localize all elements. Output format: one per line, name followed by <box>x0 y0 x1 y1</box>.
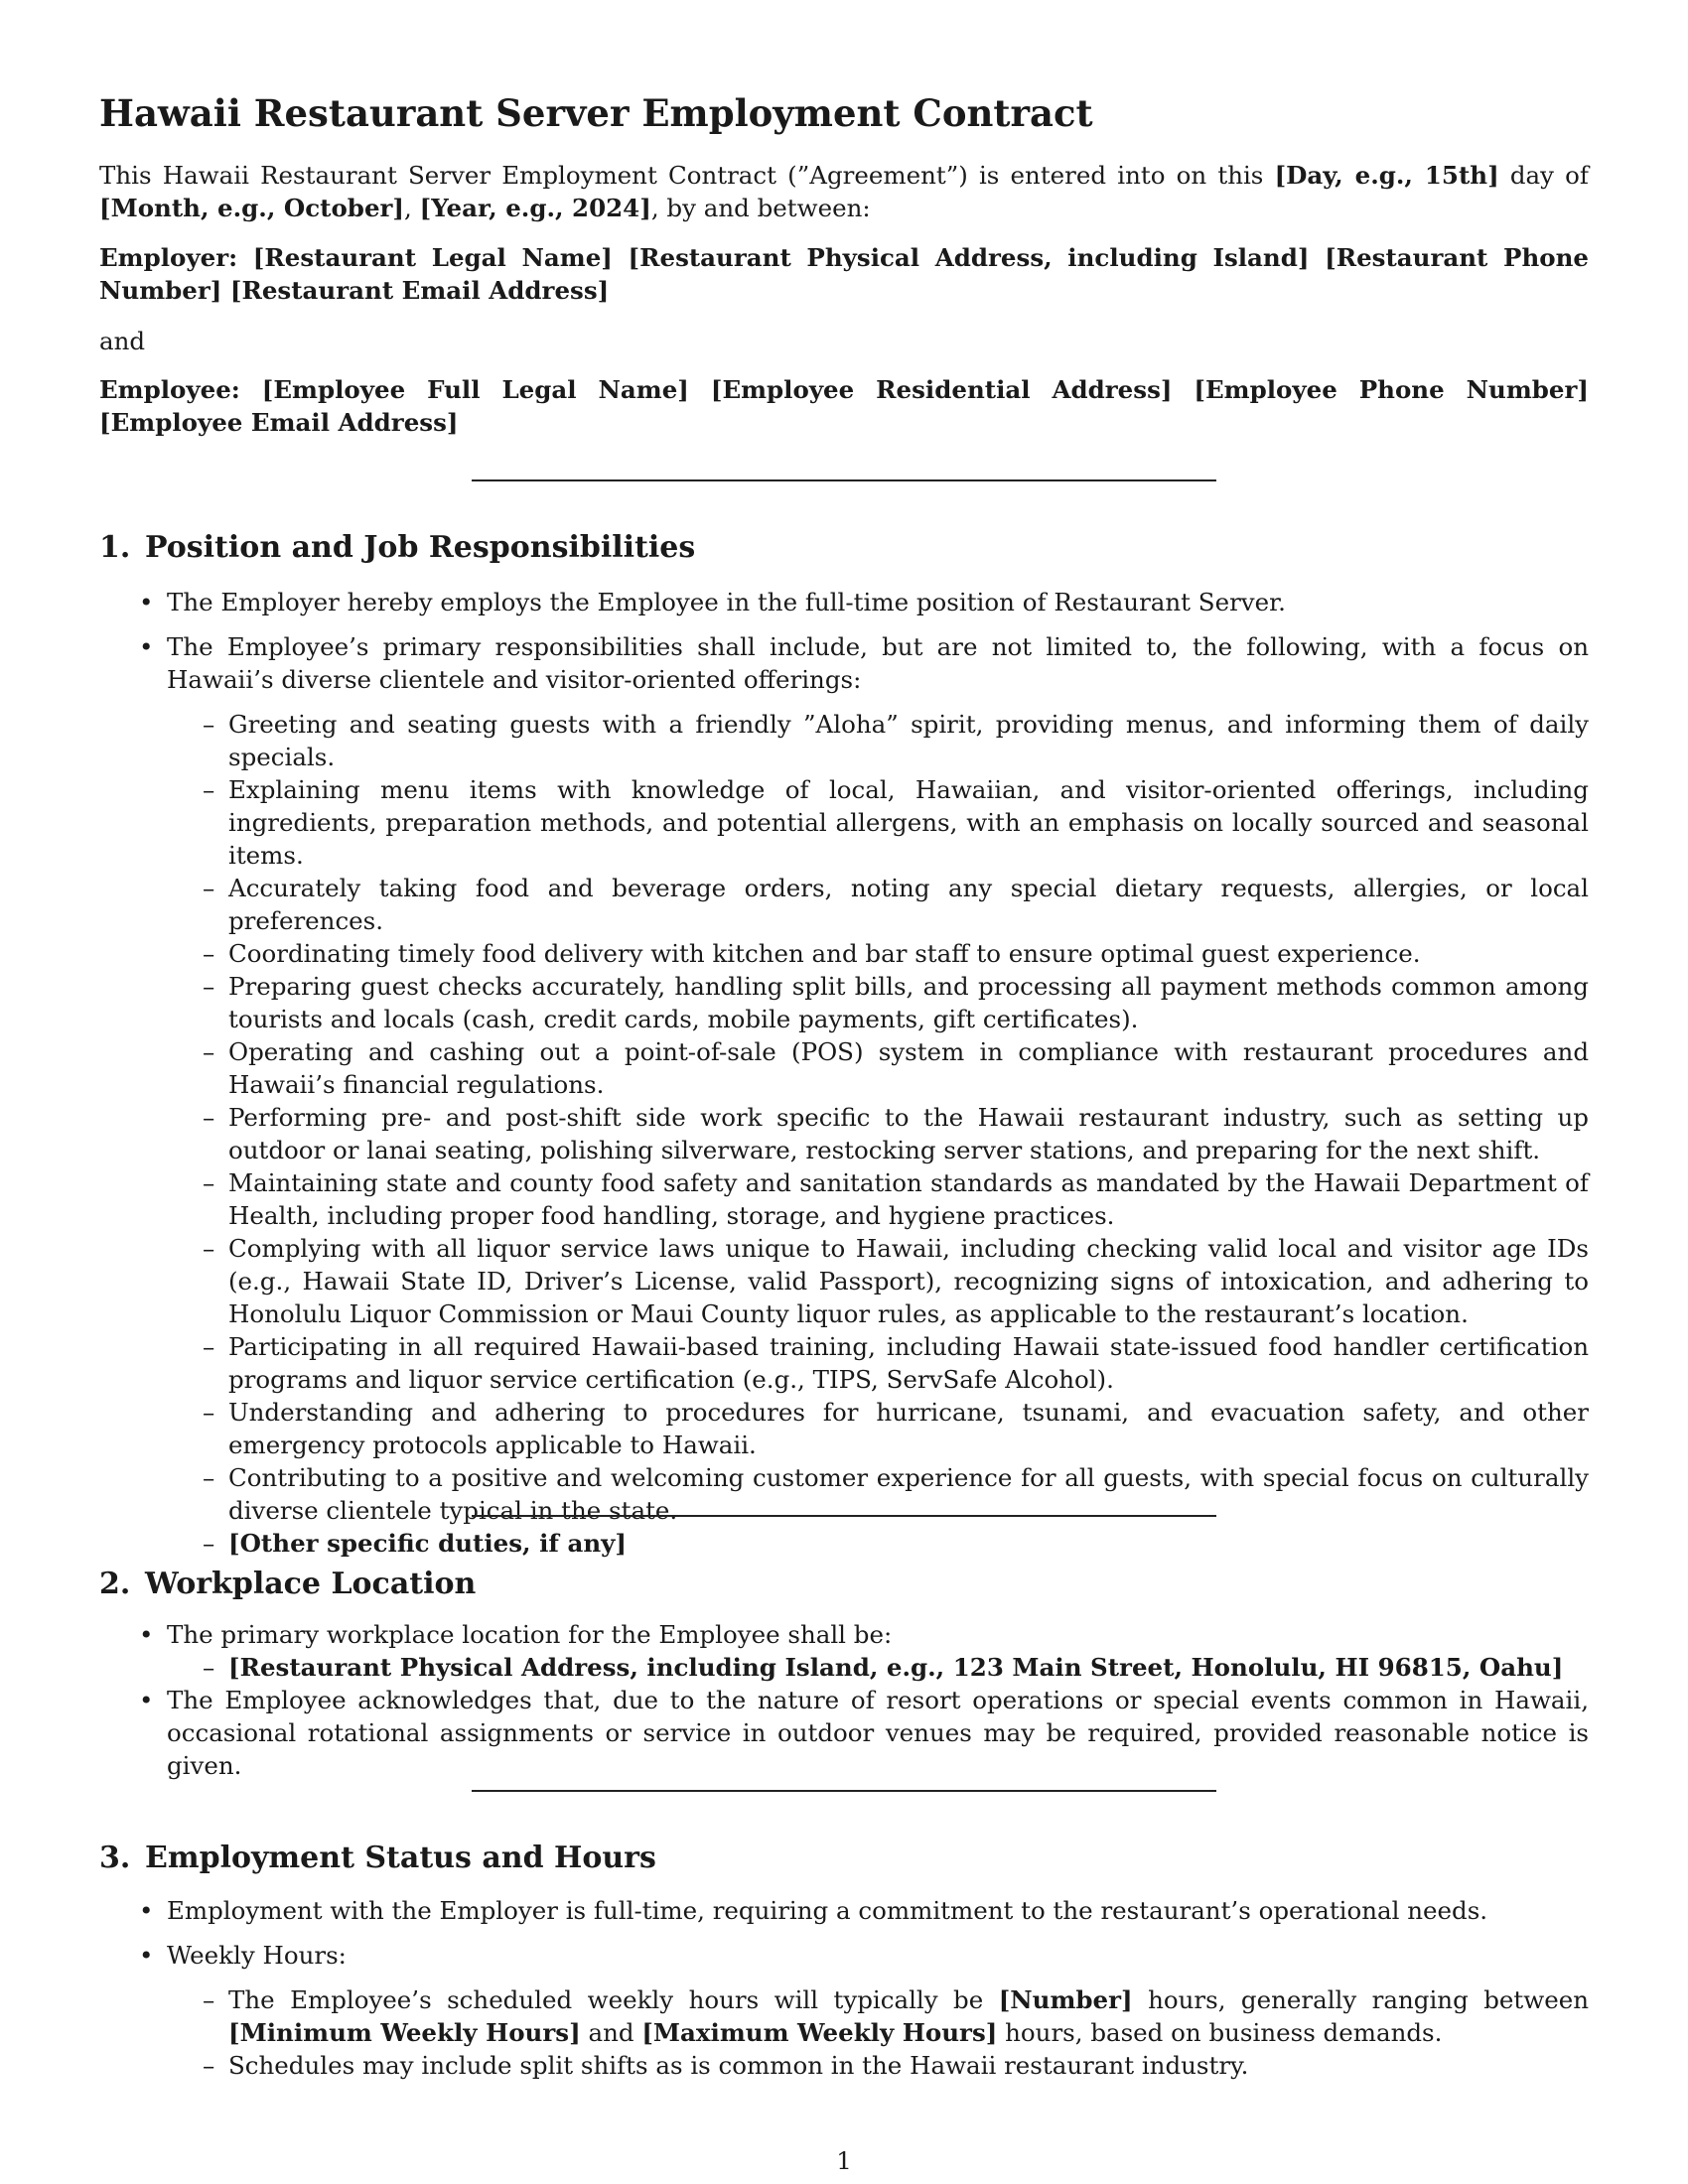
employer-block <box>99 241 1589 307</box>
day-placeholder: [Day, e.g., 15th] <box>1274 161 1499 190</box>
employee-details: [Employee Full Legal Name] [Employee Residential Address] [Employee Phone Number] [Employee Email Address] <box>99 375 1589 437</box>
list-item: – Maintaining state and county food safety and sanitation standards as mandated by the Hawaii Department of Health, including proper food handling, storage, and hygiene practices. <box>99 1166 1589 1232</box>
list-item: • The primary workplace location for the Employee shall be: – [Restaurant Physical Address, including Island, e.g., 123 Main Street, Honolulu, HI 96815, Oahu] <box>99 1618 1589 1684</box>
intro-paragraph <box>99 159 1589 224</box>
divider <box>472 1790 1216 1792</box>
and-text: and <box>99 327 146 355</box>
list-item: – Greeting and seating guests with a friendly ”Aloha” spirit, providing menus, and informing them of daily specials. <box>99 708 1589 773</box>
employee-label: Employee: <box>99 375 240 404</box>
section-2-heading: 2. Workplace Location <box>99 1567 477 1601</box>
min-hours-placeholder: [Minimum Weekly Hours] <box>228 2018 581 2047</box>
list-item: • The Employee acknowledges that, due to the nature of resort operations or special events common in Hawaii, occasional rotational assignments or service in outdoor venues may be required, provided reasonable notice is given. <box>99 1684 1589 1782</box>
list-item: – Coordinating timely food delivery with kitchen and bar staff to ensure optimal guest experience. <box>99 937 1589 970</box>
list-item: • The Employee’s primary responsibilities shall include, but are not limited to, the following, with a focus on Hawaii’s diverse clientele and visitor-oriented offerings: – Greeting and seating guests with a friendly ”Aloha” spirit, providing menus, and informing them of daily specials. – Explaining menu items with knowledge of local, Hawaiian, and visitor-oriented offerings, including ingredients, preparation methods, and potential allergens, with an emphasis on locally sourced and seasonal items. – Accurately taking food and beverage orders, noting any special dietary requests, allergies, or local preferences. – Coordinating timely food delivery with kitchen and bar staff to ensure optimal guest experience. – Preparing guest checks accurately, handling split bills, and processing all payment methods common among tourists and locals (cash, credit cards, mobile payments, gift certificates). – Operating and cashing out a point-of-sale (POS) system in compliance with restaurant procedures and Hawaii’s financial regulations. – Performing pre- and post-shift side work specific to the Hawaii restaurant industry, such as setting up outdoor or lanai seating, polishing silverware, restocking server stations, and preparing for the next shift. – Maintaining state and county food safety and sanitation standards as mandated by the Hawaii Department of Health, including proper food handling, storage, and hygiene practices. – Complying with all liquor service laws unique to Hawaii, including checking valid local and visitor age IDs (e.g., Hawaii State ID, Driver’s License, valid Passport), recognizing signs of intoxication, and adhering to Honolulu Liquor Commission or Maui County liquor rules, as applicable to the restaurant’s location. – Participating in all required Hawaii-based training, including Hawaii state-issued food handler certification programs and liquor service certification (e.g., TIPS, ServSafe Alcohol). – Understanding and adhering to procedures for hurricane, tsunami, and evacuation safety, and other emergency protocols applicable to Hawaii. – Contributing to a positive and welcoming customer experience for all guests, with special focus on culturally diverse clientele typical in the state. – [Other specific duties, if any] <box>99 630 1589 1560</box>
section-2-list <box>99 1618 1589 1782</box>
list-item: – Understanding and adhering to procedures for hurricane, tsunami, and evacuation safety, and other emergency protocols applicable to Hawaii. <box>99 1396 1589 1461</box>
list-item: – Operating and cashing out a point-of-sale (POS) system in compliance with restaurant procedures and Hawaii’s financial regulations. <box>99 1035 1589 1101</box>
intro-text: This Hawaii Restaurant Server Employment Contract (”Agreement”) is entered into on this <box>99 161 1275 190</box>
list-item: – The Employee’s scheduled weekly hours will typically be [Number] hours, generally ranging between [Minimum Weekly Hours] and [Maximum Weekly Hours] hours, based on business demands. <box>99 1983 1589 2049</box>
divider <box>472 479 1216 481</box>
list-item: – Schedules may include split shifts as is common in the Hawaii restaurant industry. <box>99 2049 1589 2082</box>
responsibilities-list <box>167 708 1589 1560</box>
list-item: • The Employer hereby employs the Employee in the full-time position of Restaurant Server. <box>99 586 1589 618</box>
list-item: – Contributing to a positive and welcoming customer experience for all guests, with special focus on culturally diverse clientele typical in the state. <box>99 1461 1589 1527</box>
employer-label: Employer: <box>99 243 238 272</box>
intro-text: , by and between: <box>650 194 871 222</box>
list-item: – Performing pre- and post-shift side work specific to the Hawaii restaurant industry, such as setting up outdoor or lanai seating, polishing silverware, restocking server stations, and preparing for the next shift. <box>99 1101 1589 1166</box>
year-placeholder: [Year, e.g., 2024] <box>419 194 651 222</box>
list-item: – Explaining menu items with knowledge of local, Hawaiian, and visitor-oriented offerings, including ingredients, preparation methods, and potential allergens, with an emphasis on locally sourced and seasonal items. <box>99 773 1589 872</box>
section-3-list <box>99 1894 1589 2082</box>
other-duties-placeholder: [Other specific duties, if any] <box>228 1529 627 1558</box>
list-item: • Weekly Hours: – The Employee’s scheduled weekly hours will typically be [Number] hours, generally ranging between [Minimum Weekly Hours] and [Maximum Weekly Hours] hours, based on business demands. – Schedules may include split shifts as is common in the Hawaii restaurant industry. <box>99 1939 1589 2082</box>
number-placeholder: [Number] <box>998 1985 1133 2014</box>
hours-list <box>167 1983 1589 2082</box>
max-hours-placeholder: [Maximum Weekly Hours] <box>641 2018 998 2047</box>
workplace-address-placeholder: [Restaurant Physical Address, including Island, e.g., 123 Main Street, Honolulu, HI 96815, Oahu] <box>228 1653 1564 1682</box>
list-item: – Complying with all liquor service laws unique to Hawaii, including checking valid local and visitor age IDs (e.g., Hawaii State ID, Driver’s License, valid Passport), recognizing signs of intoxication, and adhering to Honolulu Liquor Commission or Maui County liquor rules, as applicable to the restaurant’s location. <box>99 1232 1589 1330</box>
list-item: • Employment with the Employer is full-time, requiring a commitment to the restaurant’s operational needs. <box>99 1894 1589 1927</box>
page-number: 1 <box>836 2146 852 2175</box>
divider <box>472 1515 1216 1517</box>
employee-block <box>99 373 1589 439</box>
address-list <box>167 1651 1589 1684</box>
list-item: – Accurately taking food and beverage orders, noting any special dietary requests, allergies, or local preferences. <box>99 872 1589 937</box>
section-1-heading: 1. Position and Job Responsibilities <box>99 530 696 565</box>
employer-details: [Restaurant Legal Name] [Restaurant Physical Address, including Island] [Restaurant Phone Number] [Restaurant Email Address] <box>99 243 1589 305</box>
section-1-list <box>99 586 1589 1560</box>
list-item <box>99 1527 1589 1560</box>
section-3-heading: 3. Employment Status and Hours <box>99 1841 656 1875</box>
intro-text: , <box>404 194 420 222</box>
list-item: – Participating in all required Hawaii-based training, including Hawaii state-issued food handler certification programs and liquor service certification (e.g., TIPS, ServSafe Alcohol). <box>99 1330 1589 1396</box>
document-title: Hawaii Restaurant Server Employment Contract <box>99 91 1093 135</box>
intro-text: day of <box>1498 161 1589 190</box>
list-item: – Preparing guest checks accurately, handling split bills, and processing all payment methods common among tourists and locals (cash, credit cards, mobile payments, gift certificates). <box>99 970 1589 1035</box>
month-placeholder: [Month, e.g., October] <box>99 194 405 222</box>
list-item <box>99 1651 1589 1684</box>
